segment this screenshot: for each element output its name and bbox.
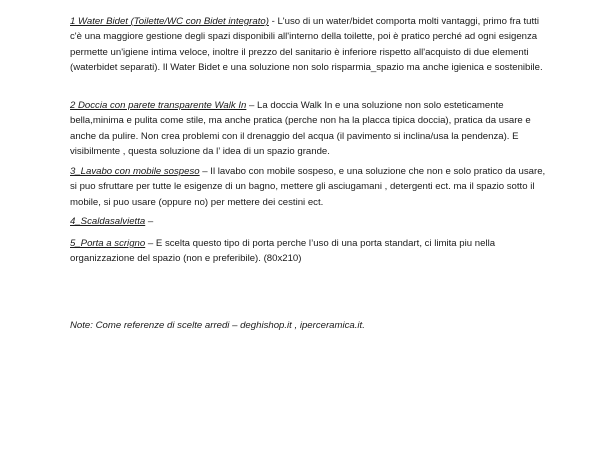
separator: - bbox=[268, 16, 278, 27]
paragraph-lavabo bbox=[70, 164, 548, 210]
heading-porta-scrigno: 5_Porta a scrigno bbox=[70, 238, 146, 249]
paragraph-porta-scrigno bbox=[70, 236, 548, 267]
heading-water-bidet: 1 Water Bidet (Toilette/WC con Bidet integrato) bbox=[70, 16, 269, 27]
separator: – bbox=[199, 166, 211, 177]
heading-scaldasalvietta: 4_Scaldasalvietta bbox=[70, 216, 146, 227]
heading-lavabo: 3_Lavabo con mobile sospeso bbox=[70, 166, 200, 177]
note-references: Note: Come referenze di scelte arredi – deghishop.it , iperceramica.it. bbox=[70, 320, 365, 331]
paragraph-doccia-walk-in bbox=[70, 98, 548, 160]
paragraph-scaldasalvietta bbox=[70, 214, 548, 229]
separator: – bbox=[246, 100, 258, 111]
body-porta-scrigno: E scelta questo tipo di porta perche l’uso di una porta standart, ci limita piu nella organizzazione del spazio (non e preferibile). (80x210) bbox=[70, 238, 496, 265]
separator: – bbox=[145, 238, 156, 249]
heading-doccia-walk-in: 2 Doccia con parete transparente Walk In bbox=[70, 100, 247, 111]
body-water-bidet: L'uso di un water/bidet comporta molti vantaggi, primo fra tutti c'è una maggiore gestione degli spazi disponibili all'interno della toilette, poi è pratico perché ad ogni esigenza permette un'igiene intima veloce, inoltre il prezzo del sanitario è inferiore rispetto all'acquisto di due elementi (waterbidet separati). Il Water Bidet e una soluzione non solo risparmia_spazio ma anche igienica e sostenibile. bbox=[70, 16, 543, 74]
body-doccia-walk-in: La doccia Walk In e una soluzione non solo esteticamente bella,minima e pulita come stile, ma anche pratica (perche non ha la placca tipica doccia), pratica da usare e anche da pulire. Non crea problemi con il drenaggio del acqua (il pavimento si inclina/usa la pendenza). E visibilmente , questa soluzione da l’ idea di un spazio grande. bbox=[70, 100, 531, 158]
separator: – bbox=[145, 216, 154, 227]
paragraph-water-bidet bbox=[70, 14, 548, 76]
body-lavabo: Il lavabo con mobile sospeso, e una soluzione che non e solo pratico da usare, si puo sfruttare per tutte le esigenze di un bagno, mettere gli asciugamani , detergenti ect. ma il spazio sotto il mobile, si puo usare (oppure no) per mettere dei cestini ect. bbox=[70, 166, 546, 208]
